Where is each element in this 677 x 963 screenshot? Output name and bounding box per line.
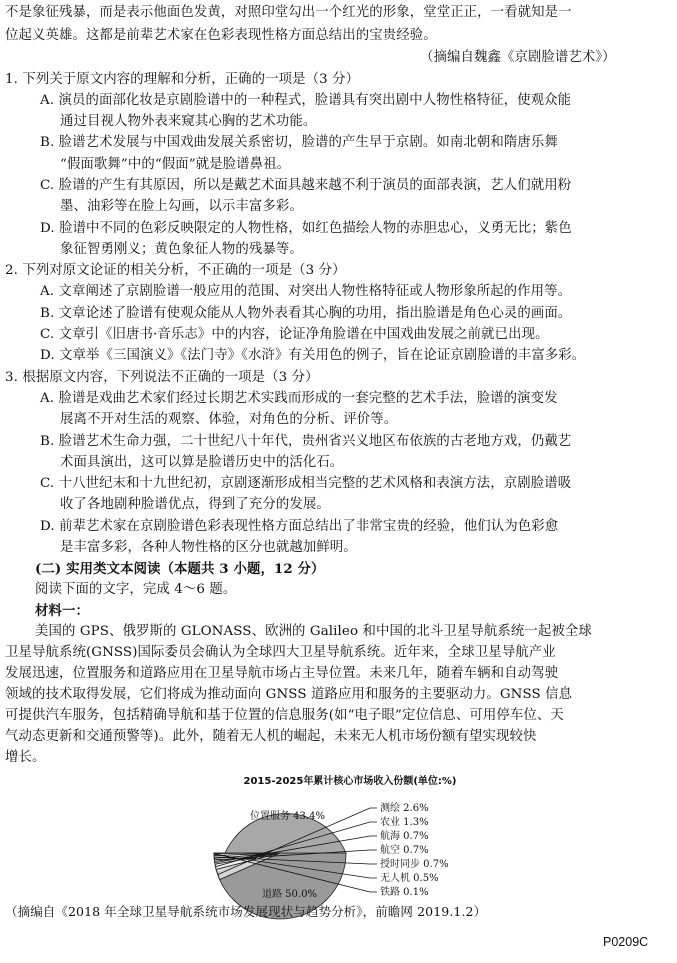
pie-chart xyxy=(180,783,500,923)
material-label: 材料一： xyxy=(35,603,89,619)
option-c: C. 脸谱的产生有其原因，所以是戴艺术面具越来越不利于演员的面部表演，艺人们就用粉 xyxy=(40,178,572,193)
option-d: D. 文章举《三国演义》《法门寺》《水浒》有关用色的例子，旨在论证京剧脸谱的丰富多彩。 xyxy=(40,348,586,363)
page-code: P0209C xyxy=(603,935,649,949)
chart-title: 2015-2025年累计核心市场收入份额(单位:%) xyxy=(243,776,457,787)
option-b-cont: 术面具演出，这可以算是脸谱历史中的活化石。 xyxy=(60,455,344,470)
paragraph-line: 气动态更新和交通预警等)。此外，随着无人机的崛起，未来无人机市场份额有望实现较快 xyxy=(5,729,537,744)
pie-label-道路: 道路 50.0% xyxy=(262,889,317,900)
question-3: 3. 根据原文内容，下列说法不正确的一项是（3 分） xyxy=(5,370,319,385)
option-d: D. 脸谱中不同的色彩反映限定的人物性格，如红色描绘人物的赤胆忠心，义勇无比；紫色 xyxy=(40,221,572,236)
pie-label-航空: 航空 0.7% xyxy=(380,845,429,856)
option-b-cont: “假面歌舞”中的“假面”就是脸谱鼻祖。 xyxy=(60,157,291,172)
question-2: 2. 下列对原文论证的相关分析，不正确的一项是（3 分） xyxy=(5,263,346,278)
paragraph-line: 卫星导航系统(GNSS)国际委员会确认为全球四大卫星导航系统。近年来，全球卫星导航产业 xyxy=(5,645,556,660)
pie-label-铁路: 铁路 0.1% xyxy=(380,887,429,898)
option-b: B. 脸谱艺术生命力强，二十世纪八十年代，贵州省兴义地区布依族的古老地方戏，仍戴艺 xyxy=(40,434,572,449)
option-c-cont: 墨、油彩等在脸上勾画，以示丰富多彩。 xyxy=(60,199,303,214)
pie-label-农业: 农业 1.3% xyxy=(380,817,429,828)
option-a-cont: 展离不开对生活的观察、体验，对角色的分析、评价等。 xyxy=(60,412,398,427)
option-a: A. 演员的面部化妆是京剧脸谱中的一种程式，脸谱具有突出剧中人物性格特征，使观众能 xyxy=(40,93,572,108)
source-citation: （摘编自《2018 年全球卫星导航系统市场发展现状与趋势分析》，前瞻网 2019.1.2） xyxy=(5,904,487,919)
option-d-cont: 是丰富多彩，各种人物性格的区分也就越加鲜明。 xyxy=(60,540,357,555)
paragraph-line: 领域的技术取得发展，它们将成为推动面向 GNSS 道路应用和服务的主要驱动力。GNSS 信息 xyxy=(5,687,573,702)
question-1: 1. 下列关于原文内容的理解和分析，正确的一项是（3 分） xyxy=(5,72,360,87)
section-heading: (二) 实用类文本阅读（本题共 3 小题，12 分） xyxy=(35,561,325,577)
paragraph-line: 美国的 GPS、俄罗斯的 GLONASS、欧洲的 Galileo 和中国的北斗卫星导航系统一起被全球 xyxy=(35,624,592,639)
paragraph-line: 增长。 xyxy=(5,750,46,765)
pie-label-测绘: 测绘 2.6% xyxy=(380,803,429,814)
option-c: C. 文章引《旧唐书·音乐志》中的内容，论证净角脸谱在中国戏曲发展之前就已出现。 xyxy=(40,327,549,342)
option-b: B. 文章论述了脸谱有使观众能从人物外表看其心胸的功用，指出脸谱是角色心灵的画面。 xyxy=(40,306,572,321)
option-a-cont: 通过目视人物外表来窥其心胸的艺术功能。 xyxy=(60,114,317,129)
option-a: A. 脸谱是戏曲艺术家们经过长期艺术实践而形成的一套完整的艺术手法，脸谱的演变发 xyxy=(40,391,558,406)
pie-label-无人机: 无人机 0.5% xyxy=(380,873,439,884)
instruction: 阅读下面的文字，完成 4～6 题。 xyxy=(35,582,237,597)
paragraph-line: 发展迅速，位置服务和道路应用在卫星导航市场占主导位置。未来几年，随着车辆和自动驾驶 xyxy=(5,666,559,681)
pie-label-授时同步: 授时同步 0.7% xyxy=(380,859,449,870)
pie-label-航海: 航海 0.7% xyxy=(380,831,429,842)
option-d-cont: 象征智勇刚义；黄色象征人物的残暴等。 xyxy=(60,242,303,257)
citation: （摘编自魏鑫《京剧脸谱艺术》） xyxy=(420,50,616,65)
text-line: 不是象征残暴，而是表示他面色发黄，对照印堂勾出一个红光的形象，堂堂正正，一看就知是一 xyxy=(5,5,572,20)
paragraph-line: 可提供汽车服务，包括精确导航和基于位置的信息服务(如“电子眼”定位信息、可用停车位、天 xyxy=(5,708,564,723)
option-a: A. 文章阐述了京剧脸谱一般应用的范围、对突出人物性格特征或人物形象所起的作用等。 xyxy=(40,284,572,299)
option-b: B. 脸谱艺术发展与中国戏曲发展关系密切，脸谱的产生早于京剧。如南北朝和隋唐乐舞 xyxy=(40,135,558,150)
option-c: C. 十八世纪末和十九世纪初，京剧逐渐形成相当完整的艺术风格和表演方法，京剧脸谱吸 xyxy=(40,476,572,491)
option-d: D. 前辈艺术家在京剧脸谱色彩表现性格方面总结出了非常宝贵的经验，他们认为色彩愈 xyxy=(40,519,559,534)
option-c-cont: 收了各地剧种脸谱优点，得到了充分的发展。 xyxy=(60,497,330,512)
text-line: 位起义英雄。这都是前辈艺术家在色彩表现性格方面总结出的宝贵经验。 xyxy=(5,28,437,43)
pie-label-位置服务: 位置服务 43.4% xyxy=(250,811,325,822)
